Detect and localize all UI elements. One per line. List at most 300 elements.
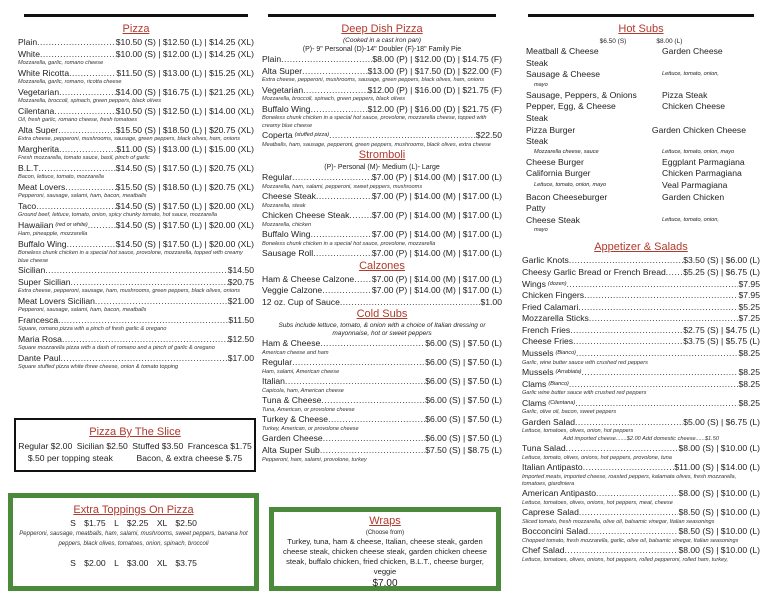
- item-price: $14.50 (S) | $17.50 (L) | $20.00 (XL): [115, 200, 254, 211]
- item-name: Fried Calamari: [522, 301, 579, 312]
- item-name: 12 oz. Cup of Sauce: [262, 296, 340, 307]
- hot-sub-row: [526, 58, 746, 70]
- menu-item: [18, 239, 254, 251]
- menu-item: [262, 338, 502, 350]
- item-description: Ham, salami, American cheese: [262, 368, 340, 375]
- item-price: $1.00: [480, 296, 502, 307]
- hot-sub-left: Cheese Steak: [526, 214, 580, 225]
- slice-price: $.50 per topping steak: [27, 453, 113, 463]
- hot-sub-left: Sausage, Peppers, & Onions: [526, 89, 637, 100]
- dot-leader: [54, 106, 115, 118]
- hot-sub-right: Garden Chicken: [662, 191, 725, 202]
- hot-sub-row: [526, 148, 746, 157]
- hot-sub-left: Mozzarella cheese, sauce: [534, 148, 599, 155]
- item-name: Tuna Salad: [522, 443, 566, 454]
- item-description: Lettuce, tomatoes, olives, onion, hot peppers: [522, 428, 634, 435]
- hot-subs-prices: [522, 37, 760, 46]
- item-description: Pepperoni, sausage, salami, ham, bacon, meatballs: [18, 193, 147, 200]
- item-price: $21.00: [227, 295, 254, 306]
- dot-leader: [311, 229, 372, 241]
- item-name: Alta Super: [262, 65, 303, 76]
- hot-sub-row: [526, 192, 746, 204]
- menu-item: [262, 248, 502, 260]
- item-price: $7.00 (P) | $14.00 (M) | $17.00 (L): [371, 210, 502, 220]
- item-description: Mozzarella, broccoli, spinach, green peppers, black olives: [262, 96, 406, 103]
- menu-item: [522, 417, 760, 429]
- column-2: [262, 14, 502, 464]
- item-name: Taco: [18, 200, 37, 211]
- item-description: Ground beef, lettuce, tomato, onion, spicy chunky tomato, hot sauce, mozzarella: [18, 212, 217, 219]
- item-price: $6.00 (S) | $7.50 (L): [425, 338, 502, 349]
- slice-price: Sicilian $2.50: [76, 441, 128, 451]
- menu-item: [18, 277, 254, 289]
- item-price: $6.00 (S) | $7.50 (L): [425, 414, 502, 425]
- menu-item: [522, 367, 760, 379]
- item-price: $6.00 (S) | $7.50 (L): [425, 376, 502, 387]
- menu-item: [262, 191, 502, 203]
- divider: [24, 14, 248, 17]
- dot-leader: [570, 325, 683, 337]
- hot-sub-left: mayo: [534, 227, 548, 234]
- hot-sub-left: Sausage & Cheese: [526, 69, 601, 80]
- menu-item: [262, 172, 502, 184]
- hot-sub-left: Lettuce, tomato, onion, mayo: [534, 181, 607, 188]
- item-price: $5.00 (S) | $6.75 (L): [683, 416, 760, 427]
- dot-leader: [569, 255, 683, 267]
- dot-leader: [71, 277, 228, 289]
- item-price: $8.00 (S) | $10.00 (L): [678, 488, 760, 499]
- item-name: Italian Antipasto: [522, 462, 583, 473]
- item-price: $8.25: [738, 367, 760, 378]
- menu-item: [262, 376, 502, 388]
- item-description: Pepperoni, ham, salami, provolone, turkey: [262, 456, 367, 463]
- item-name: Clams: [522, 378, 547, 389]
- item-description: Meatballs, ham, sausage, pepperoni, green peppers, mushrooms, black olives, extra cheese: [262, 141, 491, 148]
- pizza-section: [18, 23, 254, 372]
- item-name: Maria Rosa: [18, 333, 62, 344]
- item-name: American Antipasto: [522, 488, 597, 499]
- item-price: $12.00 (P) | $16.00 (D) | $21.75 (F): [367, 84, 502, 95]
- stromboli-sizes: (P)- Personal (M)- Medium (L)- Large: [324, 164, 440, 171]
- slice-price: Francesca $1.75: [187, 441, 252, 451]
- item-price: $17.00: [227, 352, 254, 363]
- item-description: Mozzarella, broccoli, spinach, green peppers, black olives: [18, 98, 162, 105]
- item-description: Square mozzarella pizza with a dash of romano and a pinch of garlic & oregano: [18, 345, 215, 352]
- dot-leader: [69, 68, 116, 80]
- item-price: $6.00 (S) | $7.50 (L): [425, 395, 502, 406]
- dot-leader: [303, 85, 368, 97]
- item-price: $22.50: [475, 130, 502, 140]
- item-description: Extra cheese, pepperoni, sausage, ham, mushrooms, green peppers, black olives, onions: [18, 288, 241, 295]
- item-price: $7.00 (P) | $14.00 (M) | $17.00 (L): [371, 229, 502, 239]
- menu-item: [18, 201, 254, 213]
- column-3: [522, 14, 760, 564]
- dot-leader: [567, 279, 739, 291]
- menu-item: [262, 54, 502, 66]
- menu-item: [18, 68, 254, 80]
- item-price: $5.25: [738, 301, 760, 312]
- dot-leader: [313, 248, 372, 260]
- dot-leader: [40, 49, 116, 61]
- dot-leader: [62, 334, 228, 346]
- dot-leader: [329, 130, 476, 142]
- menu-item: [262, 85, 502, 97]
- menu-item: [262, 104, 502, 116]
- appetizers-title: Appetizer & Salads: [594, 241, 688, 254]
- coldsubs-title: Cold Subs: [356, 308, 408, 321]
- menu-item: [522, 255, 760, 267]
- item-name: Sicilian: [18, 265, 46, 275]
- menu-item: [18, 334, 254, 346]
- hot-sub-left: Steak: [526, 112, 548, 123]
- menu-item: [262, 357, 502, 369]
- menu-item: [18, 315, 254, 327]
- item-name: Wings: [522, 278, 546, 289]
- dot-leader: [584, 290, 738, 302]
- item-description: Fresh mozzarella, tomato sauce, basil, pinch of garlic: [18, 155, 150, 162]
- dot-leader: [596, 488, 678, 500]
- item-price: $6.00 (S) | $7.50 (L): [425, 433, 502, 444]
- item-price: $7.00 (P) | $14.00 (M) | $17.00 (L): [371, 285, 502, 296]
- dot-leader: [302, 66, 367, 78]
- item-name: Ham & Cheese Calzone: [262, 273, 355, 284]
- item-price: $11.00 (S) | $14.00 (L): [674, 462, 760, 473]
- item-price: $12.50: [227, 333, 254, 344]
- item-description: Garlic, olive oil, bacon, sweet peppers: [522, 409, 617, 416]
- dot-leader: [579, 507, 679, 519]
- item-name: Turkey & Cheese: [262, 414, 329, 425]
- column-1: [18, 14, 254, 372]
- slice-title: Pizza By The Slice: [89, 426, 181, 438]
- item-price: $7.50 (S) | $8.75 (L): [425, 444, 502, 455]
- hot-sub-right: Garden Cheese: [662, 46, 723, 56]
- coldsubs-section: [262, 308, 502, 464]
- hot-sub-left: Meatball & Cheese: [526, 46, 599, 56]
- item-name: Garlic Knots: [522, 255, 569, 266]
- menu-item: [522, 348, 760, 360]
- item-description: American cheese and ham: [262, 349, 329, 356]
- hot-sub-row: [526, 157, 746, 169]
- hot-sub-left: Steak: [526, 57, 548, 68]
- dot-leader: [320, 338, 425, 350]
- hot-sub-row: [526, 125, 746, 137]
- hot-subs-title: Hot Subs: [618, 23, 664, 35]
- slice-price: Stuffed $3.50: [132, 441, 184, 451]
- item-price: $6.00 (S) | $7.50 (L): [425, 357, 502, 368]
- slice-price: Bacon, & extra cheese $.75: [136, 453, 243, 463]
- divider: [528, 14, 754, 17]
- toppings-prices-2: [13, 558, 254, 569]
- item-extra: Add imported cheese.......$2.00 Add domestic cheese......$1.50: [563, 435, 719, 442]
- hot-sub-row: [526, 203, 746, 215]
- item-name: Hawaiian: [18, 219, 54, 230]
- item-name: French Fries: [522, 324, 571, 335]
- item-price: $8.00 (S) | $10.00 (L): [678, 545, 760, 556]
- hot-sub-right: [662, 81, 746, 90]
- dot-leader: [59, 144, 116, 156]
- menu-item: [522, 302, 760, 314]
- slice-price: Regular $2.00: [18, 441, 73, 451]
- item-name: White Ricotta: [18, 67, 70, 78]
- deepdish-section: [262, 23, 502, 149]
- item-description: Mozzarella, chicken: [262, 221, 312, 228]
- item-description: Turkey, American, or provolone cheese: [262, 425, 359, 432]
- hot-sub-left: mayo: [534, 81, 548, 88]
- hot-sub-left: California Burger: [526, 168, 591, 179]
- toppings-title: Extra Toppings On Pizza: [73, 504, 194, 516]
- dot-leader: [39, 163, 116, 175]
- menu-item: [18, 144, 254, 156]
- dot-leader: [36, 201, 116, 213]
- item-price: $11.50: [228, 314, 254, 325]
- menu-item: [522, 488, 760, 500]
- dot-leader: [292, 172, 372, 184]
- menu-item: [522, 379, 760, 391]
- item-name: White: [18, 48, 40, 59]
- item-description: Extra cheese, pepperoni, mushrooms, sausage, green peppers, black olives, ham, onions: [18, 136, 241, 143]
- price-small: $6.50 (S): [599, 38, 627, 45]
- price: XL $3.75: [156, 558, 197, 568]
- menu-item: [522, 325, 760, 337]
- menu-item: [18, 37, 254, 49]
- item-price: $14.00 (S) | $16.75 (L) | $21.25 (XL): [115, 86, 254, 97]
- dot-leader: [320, 445, 425, 457]
- item-name: Margherita: [18, 143, 60, 154]
- menu-item: [262, 395, 502, 407]
- menu-item: [522, 526, 760, 538]
- dot-leader: [569, 379, 739, 391]
- hot-sub-right: Eggplant Parmagiana: [662, 156, 745, 167]
- dot-leader: [311, 104, 368, 116]
- wraps-subtitle: (Choose from): [365, 530, 405, 536]
- dot-leader: [45, 265, 227, 277]
- item-name: Regular: [262, 357, 293, 368]
- hot-sub-right: Pizza Steak: [662, 89, 708, 100]
- item-description: Square stuffed pizza white three cheese, onion & tomato topping: [18, 364, 179, 371]
- hot-sub-right: Lettuce, tomato, onion,: [662, 216, 719, 223]
- menu-item: [262, 297, 502, 309]
- extra-toppings-box: [8, 493, 259, 591]
- dot-leader: [588, 526, 679, 538]
- dot-leader: [316, 191, 372, 203]
- dot-leader: [65, 182, 115, 194]
- item-price: $11.00 (S) | $13.00 (L) | $15.00 (XL): [116, 143, 254, 154]
- item-name: Cheesy Garlic Bread or French Bread: [522, 266, 666, 277]
- item-price: $10.50 (S) | $12.50 (L) | $14.00 (XL): [115, 105, 254, 116]
- stromboli-section: [262, 149, 502, 260]
- wraps-list: Turkey, tuna, ham & cheese, Italian, cheese steak, garden cheese steak, chicken cheese steak, garden chicken cheese steak, buffalo chicken, fried chicken, B.L.T., cheese burger, veggie: [283, 537, 487, 576]
- item-description: Capicola, ham, American cheese: [262, 387, 344, 394]
- item-description: Mozzarella, garlic, romano cheese: [18, 60, 104, 67]
- item-note: (red or white): [55, 221, 88, 228]
- menu-item: [522, 507, 760, 519]
- item-price: $3.75 (S) | $5.75 (L): [683, 336, 760, 347]
- dot-leader: [576, 348, 738, 360]
- item-name: Plain: [18, 37, 38, 47]
- item-description: Oil, fresh garlic, romano cheese, fresh tomatoes: [18, 117, 138, 124]
- item-description: Tuna, American, or provolone cheese: [262, 406, 355, 413]
- item-price: $7.00 (P) | $14.00 (M) | $17.00 (L): [371, 273, 502, 284]
- hot-sub-right: Lettuce, tomato, onion, mayo: [662, 148, 735, 155]
- item-name: Alta Super: [18, 124, 59, 135]
- item-name: Buffalo Wing: [262, 229, 311, 239]
- item-description: Boneless chunk chicken in a special hot sauce, provolone, mozzarella: [262, 240, 436, 247]
- dot-leader: [575, 398, 738, 410]
- hot-sub-right: Chicken Cheese: [662, 101, 726, 112]
- slice-row-2: [16, 452, 254, 464]
- item-name: Garden Salad: [522, 416, 576, 427]
- hot-sub-left: Patty: [526, 203, 546, 214]
- dot-leader: [354, 274, 372, 286]
- item-price: $5.25 (S) | $6.75 (L): [683, 266, 760, 277]
- item-description: Ham, pineapple, mozzarella: [18, 231, 88, 238]
- menu-item: [522, 313, 760, 325]
- item-name: Mussels: [522, 367, 554, 378]
- toppings-list: Pepperoni, sausage, meatballs, ham, salami, mushrooms, sweet peppers, banana hot peppers, black olives, tomatoes, onion, spinach, broccoli: [19, 531, 248, 547]
- hot-sub-right: [662, 58, 746, 70]
- menu-item: [18, 106, 254, 118]
- dot-leader: [67, 239, 116, 251]
- hot-sub-right: Veal Parmagiana: [662, 179, 728, 190]
- item-name: Alta Super Sub: [262, 444, 320, 455]
- hot-sub-row: [526, 90, 746, 102]
- menu-item: [18, 220, 254, 232]
- item-note: (dozen): [547, 280, 567, 287]
- deepdish-sizes: (P)- 9" Personal (D)-14" Doubler (F)-18" Family Pie: [302, 46, 462, 53]
- item-description: Garlic wine butter sauce with crushed red peppers: [522, 390, 647, 397]
- item-price: $15.50 (S) | $18.50 (L) | $20.75 (XL): [115, 181, 254, 192]
- item-price: $10.00 (S) | $12.00 (L) | $14.25 (XL): [115, 48, 254, 59]
- hot-sub-right: [662, 203, 746, 215]
- dot-leader: [61, 353, 228, 365]
- item-name: Cilentana: [18, 105, 55, 116]
- menu-item: [522, 462, 760, 474]
- hot-sub-left: Pizza Burger: [526, 124, 576, 135]
- item-name: Bocconcini Salad: [522, 526, 588, 537]
- menu-item: [522, 336, 760, 348]
- dot-leader: [340, 297, 481, 309]
- coldsubs-subtitle: Subs include lettuce, tomato, & onion with a choice of Italian dressing or mayonnaise, hot or sweet peppers: [278, 322, 486, 338]
- hot-sub-row: [526, 101, 746, 113]
- menu-item: [18, 265, 254, 277]
- menu-item: [262, 433, 502, 445]
- item-price: $7.00 (P) | $14.00 (M) | $17.00 (L): [371, 191, 502, 201]
- menu-item: [262, 285, 502, 297]
- item-name: Vegetarian: [262, 84, 304, 95]
- price: L $3.00: [114, 558, 149, 568]
- item-description: Garlic, wine butter sauce with crushed red peppers: [522, 359, 648, 366]
- item-price: $11.50 (S) | $13.00 (L) | $15.25 (XL): [116, 67, 254, 78]
- dot-leader: [328, 414, 425, 426]
- item-name: Ham & Cheese: [262, 338, 321, 349]
- price-large: $8.00 (L): [656, 38, 683, 45]
- item-name: Mozzarella Sticks: [522, 313, 589, 324]
- hot-sub-row: [526, 215, 746, 227]
- item-name: Caprese Salad: [522, 507, 579, 518]
- item-note: (Cilentana): [548, 399, 576, 406]
- hot-sub-right: [662, 113, 746, 125]
- menu-item: [522, 267, 760, 279]
- menu-item: [522, 443, 760, 455]
- hot-sub-left: Cheese Burger: [526, 156, 584, 167]
- item-price: $20.75: [227, 276, 254, 287]
- hot-sub-row: [526, 46, 746, 58]
- calzones-title: Calzones: [359, 259, 405, 272]
- hot-sub-right: [662, 136, 746, 148]
- hot-sub-row: [526, 180, 746, 192]
- hot-sub-row: [526, 136, 746, 148]
- item-name: Sausage Roll: [262, 248, 314, 258]
- wraps-box: [269, 507, 501, 591]
- hot-sub-right: Garden Chicken Cheese: [651, 124, 746, 135]
- price: S $1.75: [70, 518, 106, 528]
- menu-item: [262, 274, 502, 286]
- item-note: (Arrabiata): [555, 369, 582, 376]
- dot-leader: [59, 87, 116, 99]
- item-description: Imported meats, imported cheese, roasted peppers, kalamata olives, fresh mozzarella, tomatoes, giardiniera: [522, 473, 737, 488]
- menu-item: [18, 296, 254, 308]
- dot-leader: [566, 443, 679, 455]
- menu-item: [262, 210, 502, 222]
- menu-item: [18, 182, 254, 194]
- item-description: Mozzarella, steak: [262, 202, 306, 209]
- menu-item: [262, 130, 502, 142]
- item-name: Buffalo Wing: [262, 103, 311, 114]
- hot-sub-left: Pepper, Egg, & Cheese: [526, 101, 616, 112]
- item-price: $8.25: [738, 378, 760, 389]
- menu-item: [262, 445, 502, 457]
- item-price: $7.00 (P) | $14.00 (M) | $17.00 (L): [371, 172, 502, 182]
- item-price: $3.50 (S) | $6.00 (L): [683, 255, 760, 266]
- item-price: $8.50 (S) | $10.00 (L): [678, 507, 760, 518]
- dot-leader: [321, 395, 425, 407]
- item-description: Boneless chunk chicken in a special hot sauce, provolone, mozzarella, topped with creamy blue cheese: [18, 250, 243, 264]
- stromboli-title: Stromboli: [358, 149, 406, 161]
- hot-sub-right: Chicken Parmagiana: [662, 168, 742, 179]
- item-name: Chef Salad: [522, 545, 565, 556]
- item-name: Francesca: [18, 314, 59, 325]
- hot-sub-right: Lettuce, tomato, onion,: [662, 71, 719, 78]
- item-price: $7.95: [738, 290, 760, 301]
- appetizers-section: [522, 241, 760, 564]
- item-name: Regular: [262, 172, 293, 182]
- menu-item: [18, 163, 254, 175]
- menu-item: [262, 414, 502, 426]
- wraps-price: $7.00: [372, 578, 398, 589]
- dot-leader: [589, 313, 739, 325]
- divider: [268, 14, 496, 17]
- hot-sub-row: [526, 81, 746, 90]
- dot-leader: [583, 462, 675, 474]
- dot-leader: [88, 220, 116, 232]
- item-description: Bacon, lettuce, tomato, mozzarella: [18, 174, 104, 181]
- item-price: $8.25: [738, 397, 760, 408]
- item-description: Mozzarella, garlic, romano, ricotta cheese: [18, 79, 122, 86]
- item-name: B.L.T: [18, 162, 39, 173]
- item-description: Lettuce, tomatoes, olives, onions, hot peppers, rolled pepperoni, rolled ham, turkey,: [522, 557, 729, 564]
- dot-leader: [578, 302, 738, 314]
- menu-item: [522, 290, 760, 302]
- menu-item: [18, 87, 254, 99]
- hot-sub-left: Steak: [526, 136, 548, 147]
- price: L $2.25: [114, 518, 149, 528]
- item-description: Square, romano pizza with a pinch of fresh garlic & oregano: [18, 326, 167, 333]
- item-price: $7.00 (P) | $14.00 (M) | $17.00 (L): [371, 248, 502, 258]
- item-name: Veggie Calzone: [262, 285, 323, 296]
- dot-leader: [573, 336, 683, 348]
- deepdish-title: Deep Dish Pizza: [341, 23, 423, 35]
- item-name: Clams: [522, 397, 547, 408]
